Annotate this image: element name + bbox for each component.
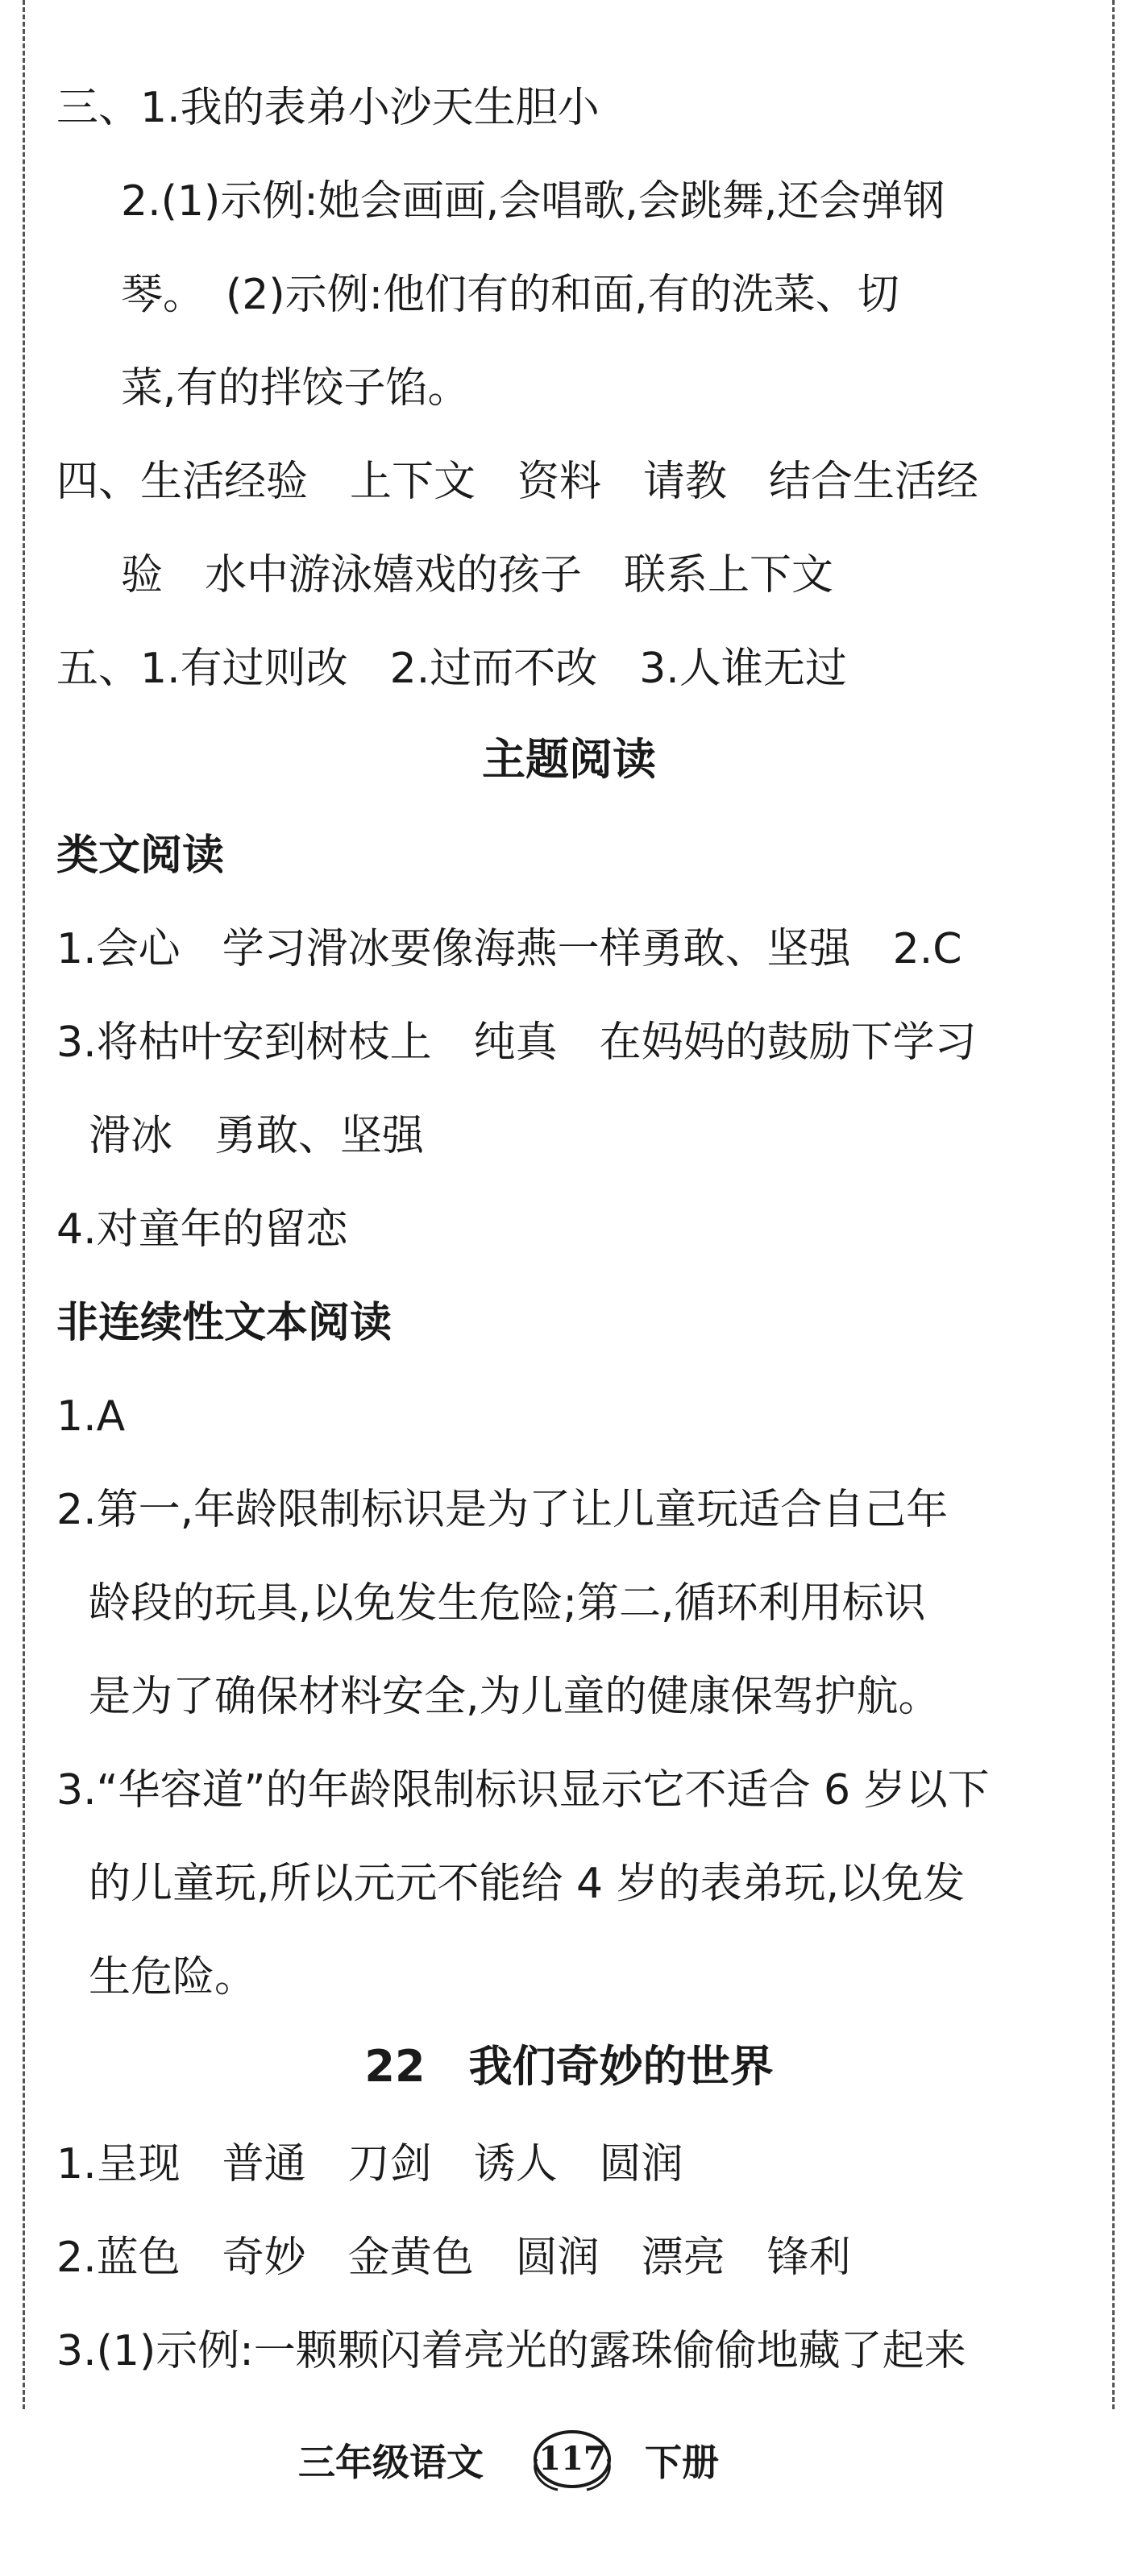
non-continuous-answer-1: 1.A	[56, 1392, 126, 1441]
non-continuous-answer-3-line2: 的儿童玩,所以元元不能给 4 岁的表弟玩,以免发	[89, 1860, 966, 1908]
page-footer	[0, 2416, 1138, 2512]
answer-section-3-q2-line3: 菜,有的拌饺子馅。	[121, 364, 470, 413]
lesson-22-answer-1: 1.呈现 普通 刀剑 诱人 圆润	[56, 2140, 683, 2188]
heading-theme-reading: 主题阅读	[482, 734, 656, 785]
footer-volume: 下册	[645, 2441, 719, 2484]
reading-answer-3-line2: 滑冰 勇敢、坚强	[89, 1112, 425, 1160]
heading-lesson-22: 22 我们奇妙的世界	[364, 2041, 774, 2092]
answer-section-5: 五、1.有过则改 2.过而不改 3.人谁无过	[56, 645, 847, 693]
answer-section-3-q2-line1: 2.(1)示例:她会画画,会唱歌,会跳舞,还会弹钢	[121, 177, 945, 226]
answer-section-3-q2-line2: 琴。 (2)示例:他们有的和面,有的洗菜、切	[121, 271, 899, 319]
reading-answer-3-line1: 3.将枯叶安到树枝上 纯真 在妈妈的鼓励下学习	[56, 1018, 977, 1067]
reading-answer-4: 4.对童年的留恋	[56, 1205, 348, 1254]
non-continuous-answer-2-line1: 2.第一,年龄限制标识是为了让儿童玩适合自己年	[56, 1486, 949, 1534]
page-number: 117	[538, 2440, 606, 2478]
lesson-22-answer-2: 2.蓝色 奇妙 金黄色 圆润 漂亮 锋利	[56, 2234, 851, 2282]
non-continuous-answer-2-line3: 是为了确保材料安全,为儿童的健康保驾护航。	[89, 1673, 941, 1721]
answer-section-4-line1: 四、生活经验 上下文 资料 请教 结合生活经	[56, 458, 979, 506]
reading-answer-1: 1.会心 学习滑冰要像海燕一样勇敢、坚强 2.C	[56, 925, 962, 973]
page-number-badge	[525, 2427, 619, 2496]
subheading-non-continuous-text-reading: 非连续性文本阅读	[56, 1299, 392, 1347]
answer-section-3-q1: 三、1.我的表弟小沙天生胆小	[56, 84, 600, 132]
non-continuous-answer-3-line1: 3.“华容道”的年龄限制标识显示它不适合 6 岁以下	[56, 1766, 990, 1815]
footer-grade-subject: 三年级语文	[298, 2441, 484, 2484]
non-continuous-answer-2-line2: 龄段的玩具,以免发生危险;第二,循环利用标识	[89, 1579, 926, 1628]
non-continuous-answer-3-line3: 生危险。	[89, 1953, 257, 2001]
lesson-22-answer-3: 3.(1)示例:一颗颗闪着亮光的露珠偷偷地藏了起来	[56, 2327, 966, 2375]
answer-section-4-line2: 验 水中游泳嬉戏的孩子 联系上下文	[121, 551, 834, 599]
subheading-similar-text-reading: 类文阅读	[56, 832, 225, 880]
